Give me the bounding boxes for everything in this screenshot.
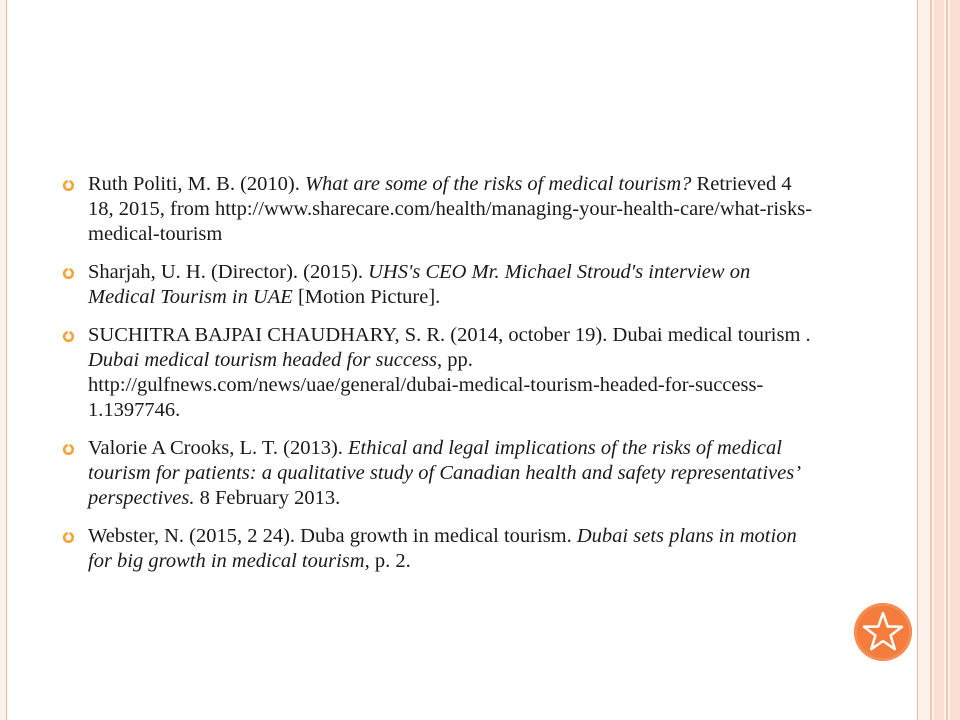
ring-bullet-icon: [62, 179, 75, 192]
reference-text: Sharjah, U. H. (Director). (2015).: [88, 261, 369, 283]
reference-title: UHS's CEO Mr. Michael Stroud's interview on Medical Tourism in UAE: [88, 261, 751, 308]
decorative-stripe: [934, 0, 944, 720]
ring-bullet-icon: [62, 531, 75, 544]
star-button[interactable]: [854, 603, 912, 661]
reference-item: [62, 436, 822, 511]
reference-item: [62, 172, 822, 247]
reference-title: Dubai medical tourism headed for success: [88, 349, 438, 371]
reference-item: [62, 323, 822, 423]
decorative-stripe: [930, 0, 932, 720]
reference-text: 8 February 2013.: [194, 487, 341, 509]
reference-text: , pp. http://gulfnews.com/news/uae/general/dubai-medical-tourism-headed-for-success-1.1397746.: [88, 349, 764, 421]
ring-bullet-icon: [62, 267, 75, 280]
ring-bullet-icon: [62, 330, 75, 343]
reference-text: Webster, N. (2015, 2 24). Duba growth in medical tourism.: [88, 525, 577, 547]
reference-list: [62, 172, 822, 587]
reference-title: Dubai sets plans in motion for big growth in medical tourism: [88, 525, 797, 572]
decorative-stripe: [946, 0, 948, 720]
reference-text: [Motion Picture].: [292, 286, 441, 308]
decorative-stripe: [950, 0, 960, 720]
reference-item: [62, 524, 822, 574]
reference-text: Ruth Politi, M. B. (2010).: [88, 173, 305, 195]
reference-text: Retrieved 4 18, 2015, from http://www.sharecare.com/health/managing-your-health-care/what-risks-medical-tourism: [88, 173, 813, 245]
reference-title: What are some of the risks of medical tourism?: [304, 173, 692, 195]
reference-text: Valorie A Crooks, L. T. (2013).: [88, 437, 349, 459]
reference-text: SUCHITRA BAJPAI CHAUDHARY, S. R. (2014, october 19). Dubai medical tourism .: [88, 324, 811, 346]
reference-item: [62, 260, 822, 310]
reference-text: , p. 2.: [364, 550, 411, 572]
reference-title: Ethical and legal implications of the risks of medical tourism for patients: a qualitative study of Canadian health and safety representatives’ perspectives.: [88, 437, 799, 509]
star-icon: [854, 603, 912, 661]
ring-bullet-icon: [62, 443, 75, 456]
